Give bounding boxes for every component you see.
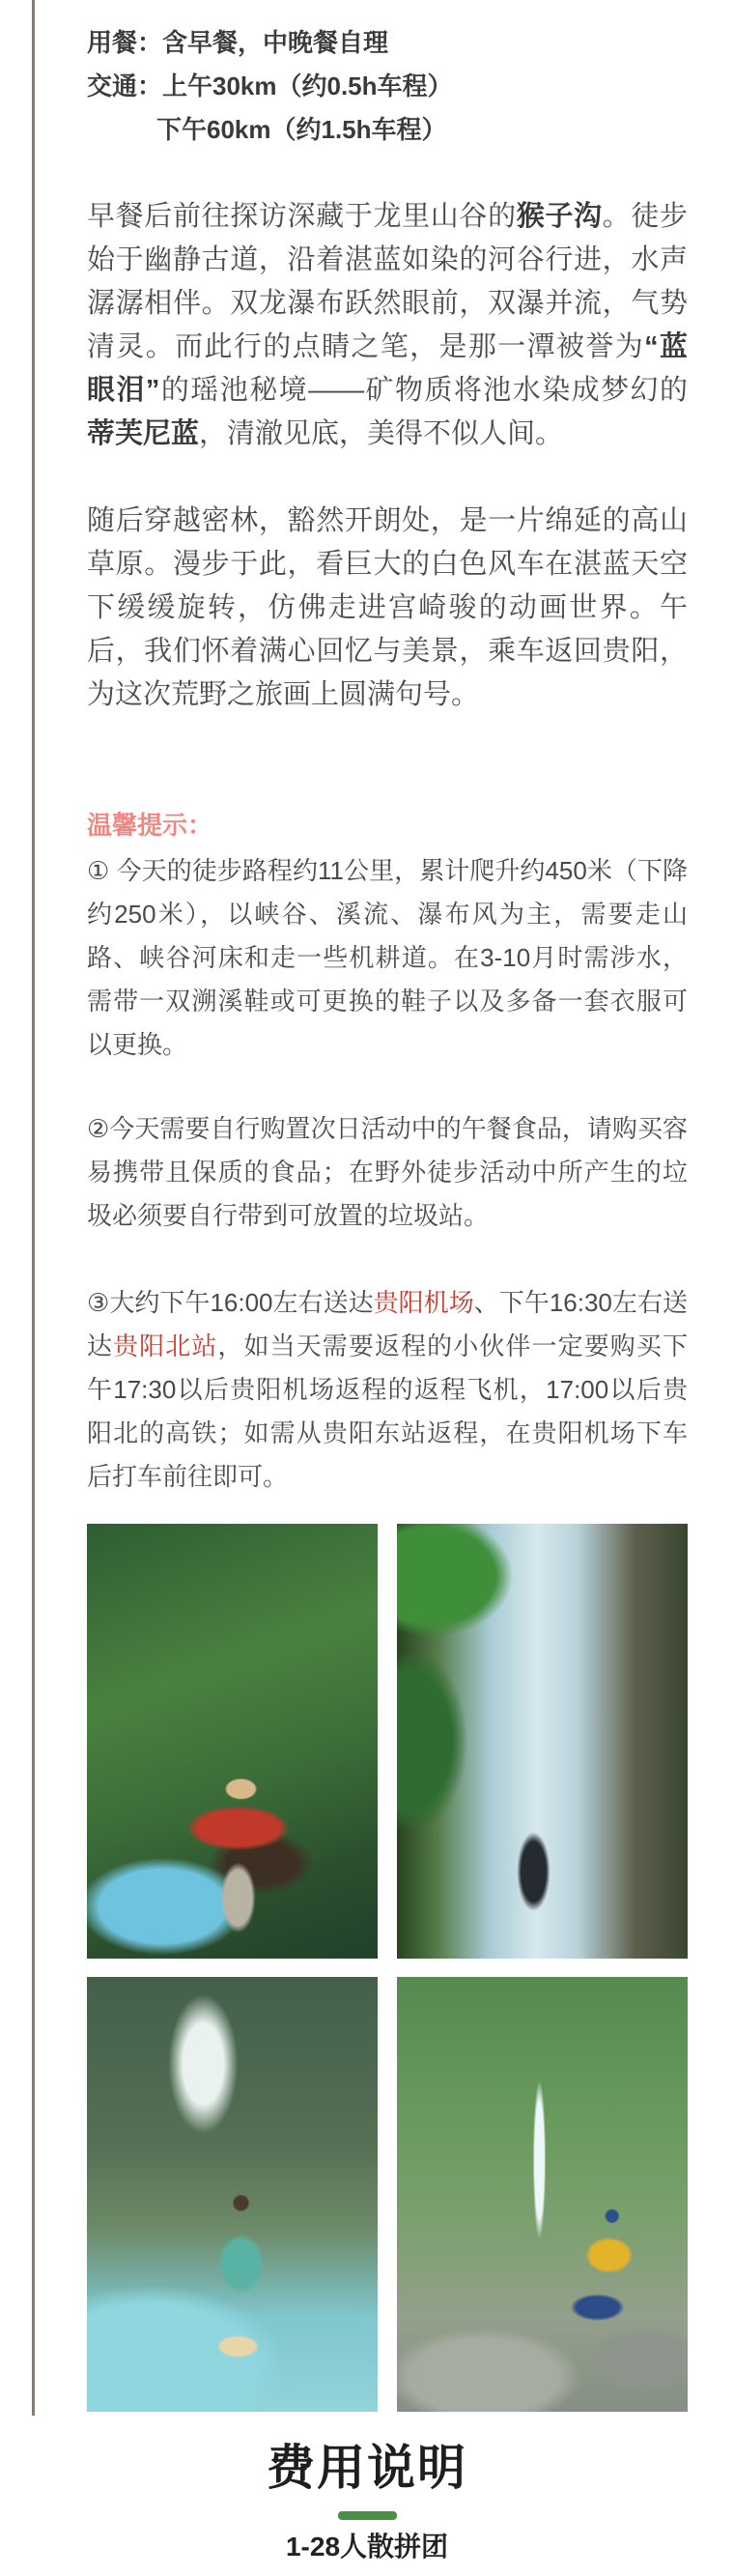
photo-tall-waterfall-viewer[interactable] xyxy=(397,1524,688,1959)
photo-canyon-stream-red-jacket-hiker[interactable] xyxy=(87,1524,378,1959)
fee-section-title: 费用说明 xyxy=(267,2441,467,2495)
transport-info-line: 交通：上午30km（约0.5h车程） xyxy=(87,72,453,100)
left-border-line xyxy=(32,0,35,2416)
paragraph-monkey-valley: 早餐后前往探访深藏于龙里山谷的猴子沟。徒步始于幽静古道，沿着湛蓝如染的河谷行进，水声潺潺相伴。双龙瀑布跃然眼前，双瀑并流，气势清灵。而此行的点睛之笔，是那一潭被誉为“蓝眼泪”的瑶池秘境——矿物质将池水染成梦幻的蒂芙尼蓝，清澈见底，美得不似人间。 xyxy=(87,201,688,449)
article-content xyxy=(87,0,688,2412)
photo-grid xyxy=(87,1524,688,2412)
tip-3: ③大约下午16:00左右送达贵阳机场、下午16:30左右送达贵阳北站，如当天需要返程的小伙伴一定要购买下午17:30以后贵阳机场返程的返程飞机，17:00以后贵阳北的高铁；如需从贵阳东站返程，在贵阳机场下车后打车前往即可。 xyxy=(87,1288,688,1491)
tip-2: ②今天需要自行购置次日活动中的午餐食品，请购买容易携带且保质的食品；在野外徒步活动中所产生的垃圾必须要自行带到可放置的垃圾站。 xyxy=(87,1114,688,1230)
tips-title: 温馨提示： xyxy=(87,811,213,840)
itinerary-info-block xyxy=(87,0,688,152)
tip-1: ① 今天的徒步路程约11公里，累计爬升约450米（下降约250米），以峡谷、溪流、瀑布风为主，需要走山路、峡谷河床和走一些机耕道。在3-10月时需涉水，需带一双溯溪鞋或可更换的鞋子以及多备一套衣服可以更换。 xyxy=(87,856,688,1059)
transport-info-line-2: 下午60km（约1.5h车程） xyxy=(156,115,447,144)
photo-yellow-jacket-sitting-on-rocks[interactable] xyxy=(397,1977,688,2412)
group-size-label: 1-28人散拼团 xyxy=(285,2532,449,2562)
fee-section xyxy=(0,2439,734,2562)
photo-milky-blue-pool-backpacker[interactable] xyxy=(87,1977,378,2412)
green-divider-bar xyxy=(338,2511,397,2520)
paragraph-grassland: 随后穿越密林，豁然开朗处，是一片绵延的高山草原。漫步于此，看巨大的白色风车在湛蓝天空下缓缓旋转，仿佛走进宫崎骏的动画世界。午后，我们怀着满心回忆与美景，乘车返回贵阳，为这次荒野之旅画上圆满句号。 xyxy=(87,505,688,710)
meal-info-line: 用餐：含早餐，中晚餐自理 xyxy=(87,28,389,57)
